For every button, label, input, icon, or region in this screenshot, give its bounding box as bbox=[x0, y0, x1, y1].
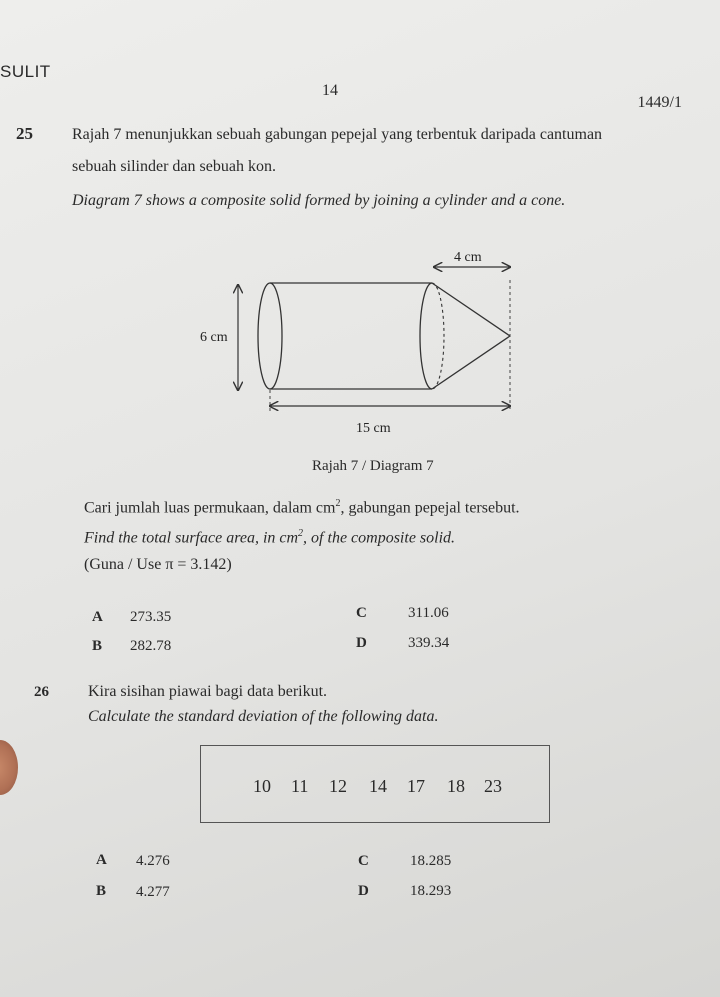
q26-option-b-letter: B bbox=[96, 883, 107, 899]
data-value: 12 bbox=[329, 776, 347, 796]
use-pi-note: (Guna / Use π = 3.142) bbox=[84, 556, 232, 573]
data-value: 23 bbox=[484, 776, 502, 796]
data-value: 18 bbox=[447, 776, 465, 796]
q26-option-d-letter: D bbox=[358, 883, 369, 899]
data-value: 14 bbox=[369, 776, 387, 796]
q26-option-c-letter: C bbox=[358, 853, 369, 869]
q26-option-a-letter: A bbox=[96, 852, 107, 868]
q25-option-b-value: 282.78 bbox=[130, 638, 172, 654]
question-26-number: 26 bbox=[34, 684, 49, 700]
q25-option-d-value: 339.34 bbox=[408, 635, 450, 651]
question-26-english: Calculate the standard deviation of the following data. bbox=[88, 708, 439, 725]
q26-option-d-value: 18.293 bbox=[410, 883, 452, 899]
sulit-label: SULIT bbox=[0, 62, 51, 81]
data-value: 10 bbox=[253, 776, 271, 796]
data-box bbox=[200, 745, 550, 823]
q26-option-c-value: 18.285 bbox=[410, 853, 452, 869]
question-25-malay-line1: Rajah 7 menunjukkan sebuah gabungan pepejal yang terbentuk daripada cantuman bbox=[72, 126, 603, 143]
question-26-malay: Kira sisihan piawai bagi data berikut. bbox=[88, 683, 328, 700]
q25-option-c-letter: C bbox=[356, 605, 367, 621]
q25-option-c-value: 311.06 bbox=[408, 605, 449, 621]
question-25-malay-line2: sebuah silinder dan sebuah kon. bbox=[72, 158, 276, 175]
composite-solid-diagram bbox=[190, 240, 530, 440]
q26-option-b-value: 4.277 bbox=[136, 884, 170, 900]
label-4cm: 4 cm bbox=[454, 250, 482, 265]
q25-option-a-value: 273.35 bbox=[130, 609, 172, 625]
page-number: 14 bbox=[322, 82, 338, 99]
data-value: 11 bbox=[291, 776, 309, 796]
q25-option-a-letter: A bbox=[92, 609, 103, 625]
data-value: 17 bbox=[407, 776, 425, 796]
label-15cm: 15 cm bbox=[356, 421, 391, 436]
finger-shadow bbox=[0, 740, 18, 795]
cylinder-shape bbox=[258, 283, 444, 389]
question-25-ask-malay: Cari jumlah luas permukaan, dalam $cm^2$, gabungan pepejal tersebut. bbox=[84, 498, 520, 517]
q25-option-d-letter: D bbox=[356, 635, 367, 651]
q26-option-a-value: 4.276 bbox=[136, 853, 170, 869]
label-6cm: 6 cm bbox=[200, 330, 228, 345]
paper-code: 1449/1 bbox=[637, 94, 682, 111]
question-25-number: 25 bbox=[16, 124, 33, 143]
q25-option-b-letter: B bbox=[92, 638, 103, 654]
question-25-english: Diagram 7 shows a composite solid formed by joining a cylinder and a cone. bbox=[72, 192, 566, 209]
question-25-ask-english: Find the total surface area, in $cm^2$, of the composite solid. bbox=[84, 528, 456, 547]
diagram-caption: Rajah 7 / Diagram 7 bbox=[312, 458, 434, 474]
